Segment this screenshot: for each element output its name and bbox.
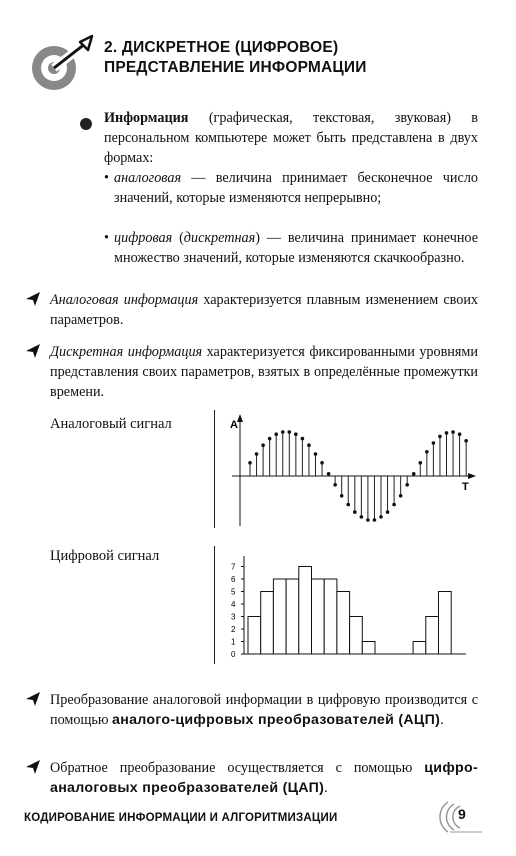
note-text: характеризуется фиксированными уровнями представления своих параметров, взятых в определённые промежутки времени. — [50, 344, 478, 400]
list-item-term2: дискретная — [183, 230, 256, 246]
level-bar — [273, 579, 286, 654]
section-title-line2: ПРЕДСТАВЛЕНИЕ ИНФОРМАЦИИ — [104, 59, 367, 76]
sample-point — [419, 461, 423, 465]
sample-point — [405, 483, 409, 487]
y-tick-label: 3 — [231, 612, 236, 622]
target-arrow-icon — [24, 32, 100, 96]
level-bar — [286, 579, 299, 654]
y-ticks-group — [231, 563, 244, 660]
sample-point — [268, 437, 272, 441]
level-bar — [261, 592, 274, 655]
sample-point — [248, 461, 252, 465]
sample-point — [274, 432, 278, 436]
conversion-term: цифро-аналоговых преобразователей (ЦАП) — [50, 760, 478, 796]
sample-point — [320, 461, 324, 465]
sample-point — [399, 494, 403, 498]
y-tick-label: 5 — [231, 587, 236, 597]
sample-point — [360, 515, 364, 519]
sample-point — [261, 443, 265, 447]
y-tick-label: 6 — [231, 575, 236, 584]
list-item-text: — величина принимает конечное множество значений, которые изменяются скачкообразно. — [114, 230, 478, 266]
analog-signal-chart — [226, 412, 480, 530]
arrow-pointer-icon — [24, 758, 42, 776]
list-item-analog — [104, 168, 478, 208]
sample-point — [438, 435, 442, 439]
sample-point — [288, 430, 292, 434]
sample-point — [353, 510, 357, 514]
bullet-dot-icon — [80, 118, 92, 130]
level-bar — [324, 579, 337, 654]
sample-point — [392, 503, 396, 507]
conversion-dac — [50, 758, 478, 798]
arrow-pointer-icon — [24, 290, 42, 308]
conversion-adc — [50, 690, 478, 730]
intro-term: Информация — [104, 110, 189, 126]
list-item-text: — величина принимает бесконечное число значений, которые изменяются непрерывно; — [114, 170, 478, 206]
sample-point — [445, 431, 449, 435]
y-tick-label: 4 — [231, 600, 236, 609]
level-bar — [426, 617, 439, 655]
section-title-line1: 2. ДИСКРЕТНОЕ (ЦИФРОВОЕ) — [104, 39, 339, 56]
note-discrete — [50, 342, 478, 402]
note-term: Дискретная информация — [50, 344, 203, 360]
list-item-term: аналоговая — [114, 170, 182, 186]
note-text: характеризуется плавным изменением своих параметров. — [50, 292, 479, 328]
running-title: КОДИРОВАНИЕ ИНФОРМАЦИИ И АЛГОРИТМИЗАЦИИ — [24, 812, 338, 824]
sample-point — [307, 443, 311, 447]
sample-point — [366, 518, 370, 522]
sample-point — [432, 441, 436, 445]
intro-paragraph — [104, 108, 478, 168]
y-tick-label: 0 — [231, 650, 236, 659]
level-bar — [362, 642, 375, 655]
small-bullet-icon: • — [104, 170, 109, 186]
arrow-pointer-icon — [24, 342, 42, 360]
list-item-digital: • цифровая (дискретная) — величина принимает конечное множество значений, которые изменяются скачкообразно. — [104, 230, 478, 266]
sample-point — [379, 515, 383, 519]
digital-signal-label: Цифровой сигнал — [50, 548, 160, 564]
intro-text: (графическая, текстовая, звуковая) в персональном компьютере может быть представлена в двух формах: — [104, 110, 478, 166]
y-tick-label: 1 — [231, 637, 236, 647]
conversion-term: аналого-цифровых преобразователей (АЦП) — [112, 712, 441, 728]
sample-point — [301, 437, 305, 441]
sample-point — [340, 494, 344, 498]
figure-divider — [214, 546, 215, 664]
axis-label-a: A — [230, 419, 238, 431]
bars-group — [248, 567, 451, 655]
y-tick-label: 2 — [231, 625, 236, 634]
sample-point — [458, 432, 462, 436]
analog-signal-label: Аналоговый сигнал — [50, 416, 172, 432]
section-title — [104, 38, 367, 78]
axis-label-t: T — [462, 481, 469, 493]
level-bar — [337, 592, 350, 655]
sample-point — [451, 430, 455, 434]
level-bar — [312, 579, 325, 654]
conversion-text: Преобразование аналоговой информации в цифровую производится с помощью — [50, 692, 478, 728]
figure-divider — [214, 410, 215, 528]
sample-point — [255, 452, 259, 456]
level-bar — [350, 617, 363, 655]
sample-point — [333, 483, 337, 487]
sample-point — [412, 472, 416, 476]
level-bar — [248, 617, 261, 655]
sample-point — [327, 472, 331, 476]
conversion-post: . — [324, 780, 328, 796]
list-item-term: цифровая — [114, 230, 173, 246]
y-tick-label: 7 — [231, 562, 236, 572]
level-bar — [299, 567, 312, 655]
level-bar — [439, 592, 452, 655]
sample-point — [386, 510, 390, 514]
conversion-post: . — [440, 712, 444, 728]
sample-point — [314, 452, 318, 456]
page-number: 9 — [458, 806, 466, 822]
sample-point — [373, 518, 377, 522]
conversion-text: Обратное преобразование осуществляется с помощью — [50, 760, 425, 776]
x-axis-arrow-icon — [468, 473, 476, 479]
arrow-pointer-icon — [24, 690, 42, 708]
digital-signal-chart — [226, 554, 480, 662]
sample-point — [294, 432, 298, 436]
small-bullet-icon: • — [104, 230, 109, 246]
sample-point — [464, 439, 468, 443]
note-analog — [50, 290, 478, 330]
sample-point — [425, 450, 429, 454]
sample-point — [346, 503, 350, 507]
sample-point — [281, 430, 285, 434]
note-term: Аналоговая информация — [50, 292, 199, 308]
level-bar — [413, 642, 426, 655]
